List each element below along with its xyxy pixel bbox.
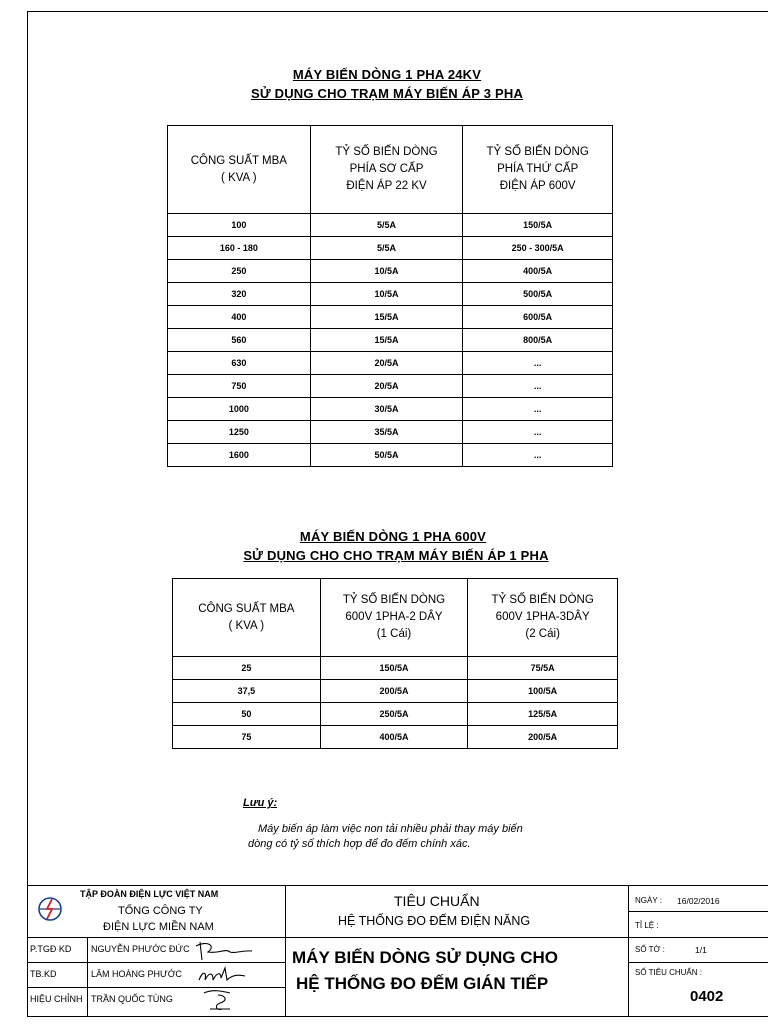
sheet-value: 1/1 xyxy=(695,945,707,955)
table-cell: 35/5A xyxy=(310,421,463,444)
table-cell: ... xyxy=(463,375,613,398)
drawing-title-line2: HỆ THỐNG ĐO ĐẾM GIÁN TIẾP xyxy=(296,974,549,993)
table-cell: 15/5A xyxy=(310,306,463,329)
date-value: 16/02/2016 xyxy=(677,896,720,906)
table-row xyxy=(168,421,613,444)
table-cell: 160 - 180 xyxy=(168,237,311,260)
table-cell: 15/5A xyxy=(310,329,463,352)
column-header xyxy=(463,126,613,214)
column-header xyxy=(468,579,618,657)
table-row xyxy=(168,214,613,237)
table-cell: 30/5A xyxy=(310,398,463,421)
role-label: HIỆU CHỈNH xyxy=(30,994,83,1004)
table-cell: 400/5A xyxy=(463,260,613,283)
table-cell: 150/5A xyxy=(463,214,613,237)
ct-ratio-table-3phase xyxy=(167,125,613,467)
sheet-label: SỐ TỜ : xyxy=(635,945,665,954)
column-header xyxy=(168,126,311,214)
table-cell: 630 xyxy=(168,352,311,375)
column-header-line: CÔNG SUẤT MBA xyxy=(198,602,295,615)
table-cell: 5/5A xyxy=(310,214,463,237)
column-header xyxy=(320,579,468,657)
org-region-name: ĐIỆN LỰC MIỀN NAM xyxy=(103,921,214,933)
standard-name: HỆ THỐNG ĐO ĐẾM ĐIỆN NĂNG xyxy=(338,914,531,928)
column-header-line: (2 Cái) xyxy=(525,628,560,640)
standard-label: TIÊU CHUẨN xyxy=(394,893,480,909)
table-cell: 100/5A xyxy=(468,680,618,703)
org-corp-name: TỔNG CÔNG TY xyxy=(118,905,203,917)
table-cell: 250 xyxy=(168,260,311,283)
table2-title-line2: SỬ DỤNG CHO CHO TRẠM MÁY BIẾN ÁP 1 PHA xyxy=(243,548,549,563)
table-header-row xyxy=(168,126,613,214)
table-cell: ... xyxy=(463,398,613,421)
signature-2-icon xyxy=(195,962,255,986)
table-row xyxy=(168,398,613,421)
table-cell: 250/5A xyxy=(320,703,468,726)
table-cell: 750 xyxy=(168,375,311,398)
column-header-line: ( KVA ) xyxy=(228,619,265,632)
table-cell: 25 xyxy=(173,657,321,680)
column-header-line: ĐIỆN ÁP 600V xyxy=(499,180,576,192)
column-header-line: (1 Cái) xyxy=(376,628,412,640)
table-cell: 125/5A xyxy=(468,703,618,726)
table-cell: 1000 xyxy=(168,398,311,421)
table-cell: 200/5A xyxy=(320,680,468,703)
column-header-line: 600V 1PHA-2 DÂY xyxy=(345,611,443,623)
org-group-name: TẬP ĐOÀN ĐIỆN LỰC VIỆT NAM xyxy=(80,889,219,899)
column-header xyxy=(173,579,321,657)
table-cell: 20/5A xyxy=(310,375,463,398)
table-cell: 75 xyxy=(173,726,321,749)
table-cell: 560 xyxy=(168,329,311,352)
table-header-row xyxy=(173,579,618,657)
table-row xyxy=(173,703,618,726)
table-cell: 200/5A xyxy=(468,726,618,749)
checker-name: LÂM HOÀNG PHƯỚC xyxy=(91,969,182,979)
table-row xyxy=(173,680,618,703)
column-header xyxy=(310,126,463,214)
table-row xyxy=(168,237,613,260)
table-row xyxy=(168,375,613,398)
table2-title-line1: MÁY BIẾN DÒNG 1 PHA 600V xyxy=(299,529,487,544)
table-cell: 75/5A xyxy=(468,657,618,680)
column-header-line: TỶ SỐ BIẾN DÒNG xyxy=(335,146,438,158)
table-cell: 800/5A xyxy=(463,329,613,352)
table-row xyxy=(168,352,613,375)
table-row xyxy=(173,657,618,680)
table-cell: ... xyxy=(463,421,613,444)
drawing-title-line1: MÁY BIẾN DÒNG SỬ DỤNG CHO xyxy=(292,948,558,967)
reviser-name: TRẦN QUỐC TÙNG xyxy=(91,994,173,1004)
column-header-line: 600V 1PHA-3DÂY xyxy=(495,611,590,623)
approver-name: NGUYỄN PHƯỚC ĐỨC xyxy=(91,944,190,954)
table-cell: ... xyxy=(463,444,613,467)
signature-1-icon xyxy=(190,938,260,962)
column-header-line: PHÍA SƠ CẤP xyxy=(349,163,424,175)
note-line-2: dòng có tỷ số thích hợp để đo đếm chính xác. xyxy=(248,838,471,850)
scale-label: TỈ LỆ : xyxy=(635,921,659,930)
signature-3-icon xyxy=(200,987,240,1015)
table-row xyxy=(168,306,613,329)
note-line-1: Máy biến áp làm việc non tải nhiều phải thay máy biến xyxy=(258,823,523,835)
table-cell: 320 xyxy=(168,283,311,306)
table-cell: 250 - 300/5A xyxy=(463,237,613,260)
note-title: Lưu ý: xyxy=(243,797,278,809)
table-cell: 5/5A xyxy=(310,237,463,260)
role-label: TB.KD xyxy=(30,969,57,979)
column-header-line: TỶ SỐ BIẾN DÒNG xyxy=(486,146,589,158)
table-cell: 100 xyxy=(168,214,311,237)
table-cell: 500/5A xyxy=(463,283,613,306)
table-cell: 400 xyxy=(168,306,311,329)
standard-number-label: SỐ TIÊU CHUẨN : xyxy=(635,968,702,977)
evn-logo-icon xyxy=(37,896,63,922)
table1-title-line1: MÁY BIẾN DÒNG 1 PHA 24KV xyxy=(292,67,482,82)
table-cell: ... xyxy=(463,352,613,375)
note-text xyxy=(248,822,618,852)
table-row xyxy=(168,329,613,352)
table-cell: 50 xyxy=(173,703,321,726)
date-label: NGÀY : xyxy=(635,896,662,905)
table-row xyxy=(168,444,613,467)
column-header-line: TỶ SỐ BIẾN DÒNG xyxy=(491,594,594,606)
column-header-line: TỶ SỐ BIẾN DÒNG xyxy=(342,594,446,606)
table-row xyxy=(168,283,613,306)
table-cell: 50/5A xyxy=(310,444,463,467)
table-cell: 150/5A xyxy=(320,657,468,680)
table-cell: 37,5 xyxy=(173,680,321,703)
table-cell: 400/5A xyxy=(320,726,468,749)
table-cell: 20/5A xyxy=(310,352,463,375)
table1-title-line2: SỬ DỤNG CHO TRẠM MÁY BIẾN ÁP 3 PHA xyxy=(250,86,524,101)
column-header-line: ĐIỆN ÁP 22 KV xyxy=(346,180,427,192)
table-cell: 10/5A xyxy=(310,260,463,283)
table-cell: 1250 xyxy=(168,421,311,444)
column-header-line: CÔNG SUẤT MBA xyxy=(190,154,287,167)
column-header-line: ( KVA ) xyxy=(221,171,257,184)
table-row xyxy=(173,726,618,749)
column-header-line: PHÍA THỨ CẤP xyxy=(497,163,579,175)
table-cell: 1600 xyxy=(168,444,311,467)
table-cell: 10/5A xyxy=(310,283,463,306)
standard-number-value: 0402 xyxy=(690,988,724,1005)
ct-ratio-table-1phase xyxy=(172,578,618,749)
table-cell: 600/5A xyxy=(463,306,613,329)
table-row xyxy=(168,260,613,283)
role-label: P.TGĐ KD xyxy=(30,944,72,954)
